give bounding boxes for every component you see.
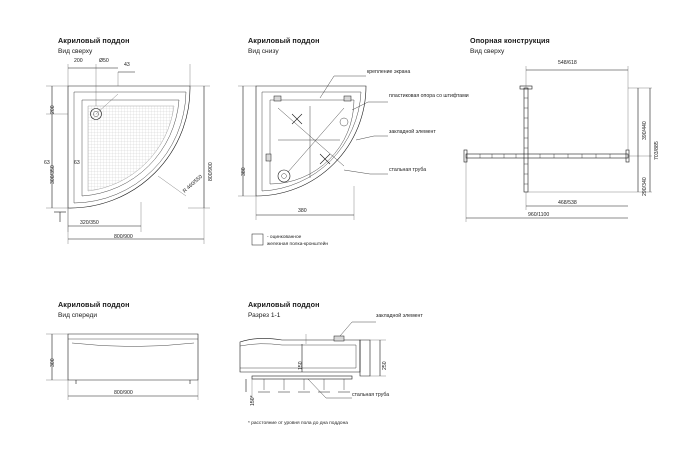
callout-screen-mount: крепление экрана	[367, 69, 411, 75]
callout-embedded-element-section: закладной элемент	[376, 313, 423, 319]
dim-380-bottom: 380	[298, 208, 307, 214]
dim-468-538: 468/538	[558, 200, 577, 206]
dim-150-star: 150*	[250, 395, 256, 406]
panel-title: Акриловый поддон	[58, 36, 130, 45]
dim-250: 250	[382, 361, 388, 370]
dim-960-1100: 960/1100	[528, 212, 550, 218]
dim-548-618: 548/618	[558, 60, 577, 66]
dim-320-350: 320/350	[80, 220, 99, 226]
section-view-drawing	[248, 300, 478, 430]
panel-front-view	[50, 300, 258, 410]
dim-300-front: 300	[50, 358, 56, 367]
panel-subtitle: Вид спереди	[58, 312, 98, 319]
callout-embedded-element: закладной элемент	[389, 129, 436, 135]
legend-line-1: - оцинкованное	[267, 235, 302, 240]
panel-bottom-view	[241, 36, 469, 266]
dim-380-left: 380	[241, 167, 247, 176]
panel-title: Опорная конструкция	[470, 36, 550, 45]
dim-63-a: 63	[44, 160, 50, 166]
callout-steel-pipe: стальная труба	[389, 167, 427, 173]
dim-63-b: 63	[74, 160, 80, 166]
dim-200-top: 200	[74, 58, 83, 64]
dim-43: 43	[124, 62, 130, 68]
top-view-drawing	[58, 36, 258, 251]
panel-frame-view	[470, 36, 670, 236]
frame-view-drawing	[470, 36, 670, 236]
panel-title: Акриловый поддон	[248, 36, 320, 45]
panel-subtitle: Вид сверху	[58, 48, 93, 55]
dim-800-900-bottom: 800/900	[114, 234, 133, 240]
dim-703-885: 703/885	[654, 141, 660, 160]
legend-line-2: железная полка-кронштейн	[267, 242, 329, 247]
bottom-view-drawing	[248, 36, 458, 266]
dim-d50: Ø50	[99, 58, 109, 64]
panel-subtitle: Вид сверху	[470, 48, 505, 55]
callout-plastic-support: пластиковая опора со штифтами	[389, 93, 469, 99]
dim-290-340: 290/340	[642, 177, 648, 196]
panel-subtitle: Разрез 1-1	[248, 312, 281, 319]
front-view-drawing	[58, 300, 258, 410]
panel-section-view	[248, 300, 478, 430]
panel-subtitle: Вид снизу	[248, 48, 279, 55]
dim-radius: R 460/550	[182, 173, 204, 195]
dim-800-900-front: 800/900	[114, 390, 133, 396]
dim-300-350-left: 300/350	[50, 165, 56, 184]
callout-steel-pipe-section: стальная труба	[352, 392, 390, 398]
dim-390-440: 390/440	[642, 121, 648, 140]
panel-top-view	[44, 36, 258, 251]
dim-200-left: 200	[50, 105, 56, 114]
sheet-footnote: * расстояние от уровня пола до дна поддона	[248, 421, 348, 426]
dim-800-900-right: 800/900	[208, 162, 214, 181]
dim-150: 150	[298, 361, 304, 370]
panel-title: Акриловый поддон	[58, 300, 130, 309]
panel-title: Акриловый поддон	[248, 300, 320, 309]
